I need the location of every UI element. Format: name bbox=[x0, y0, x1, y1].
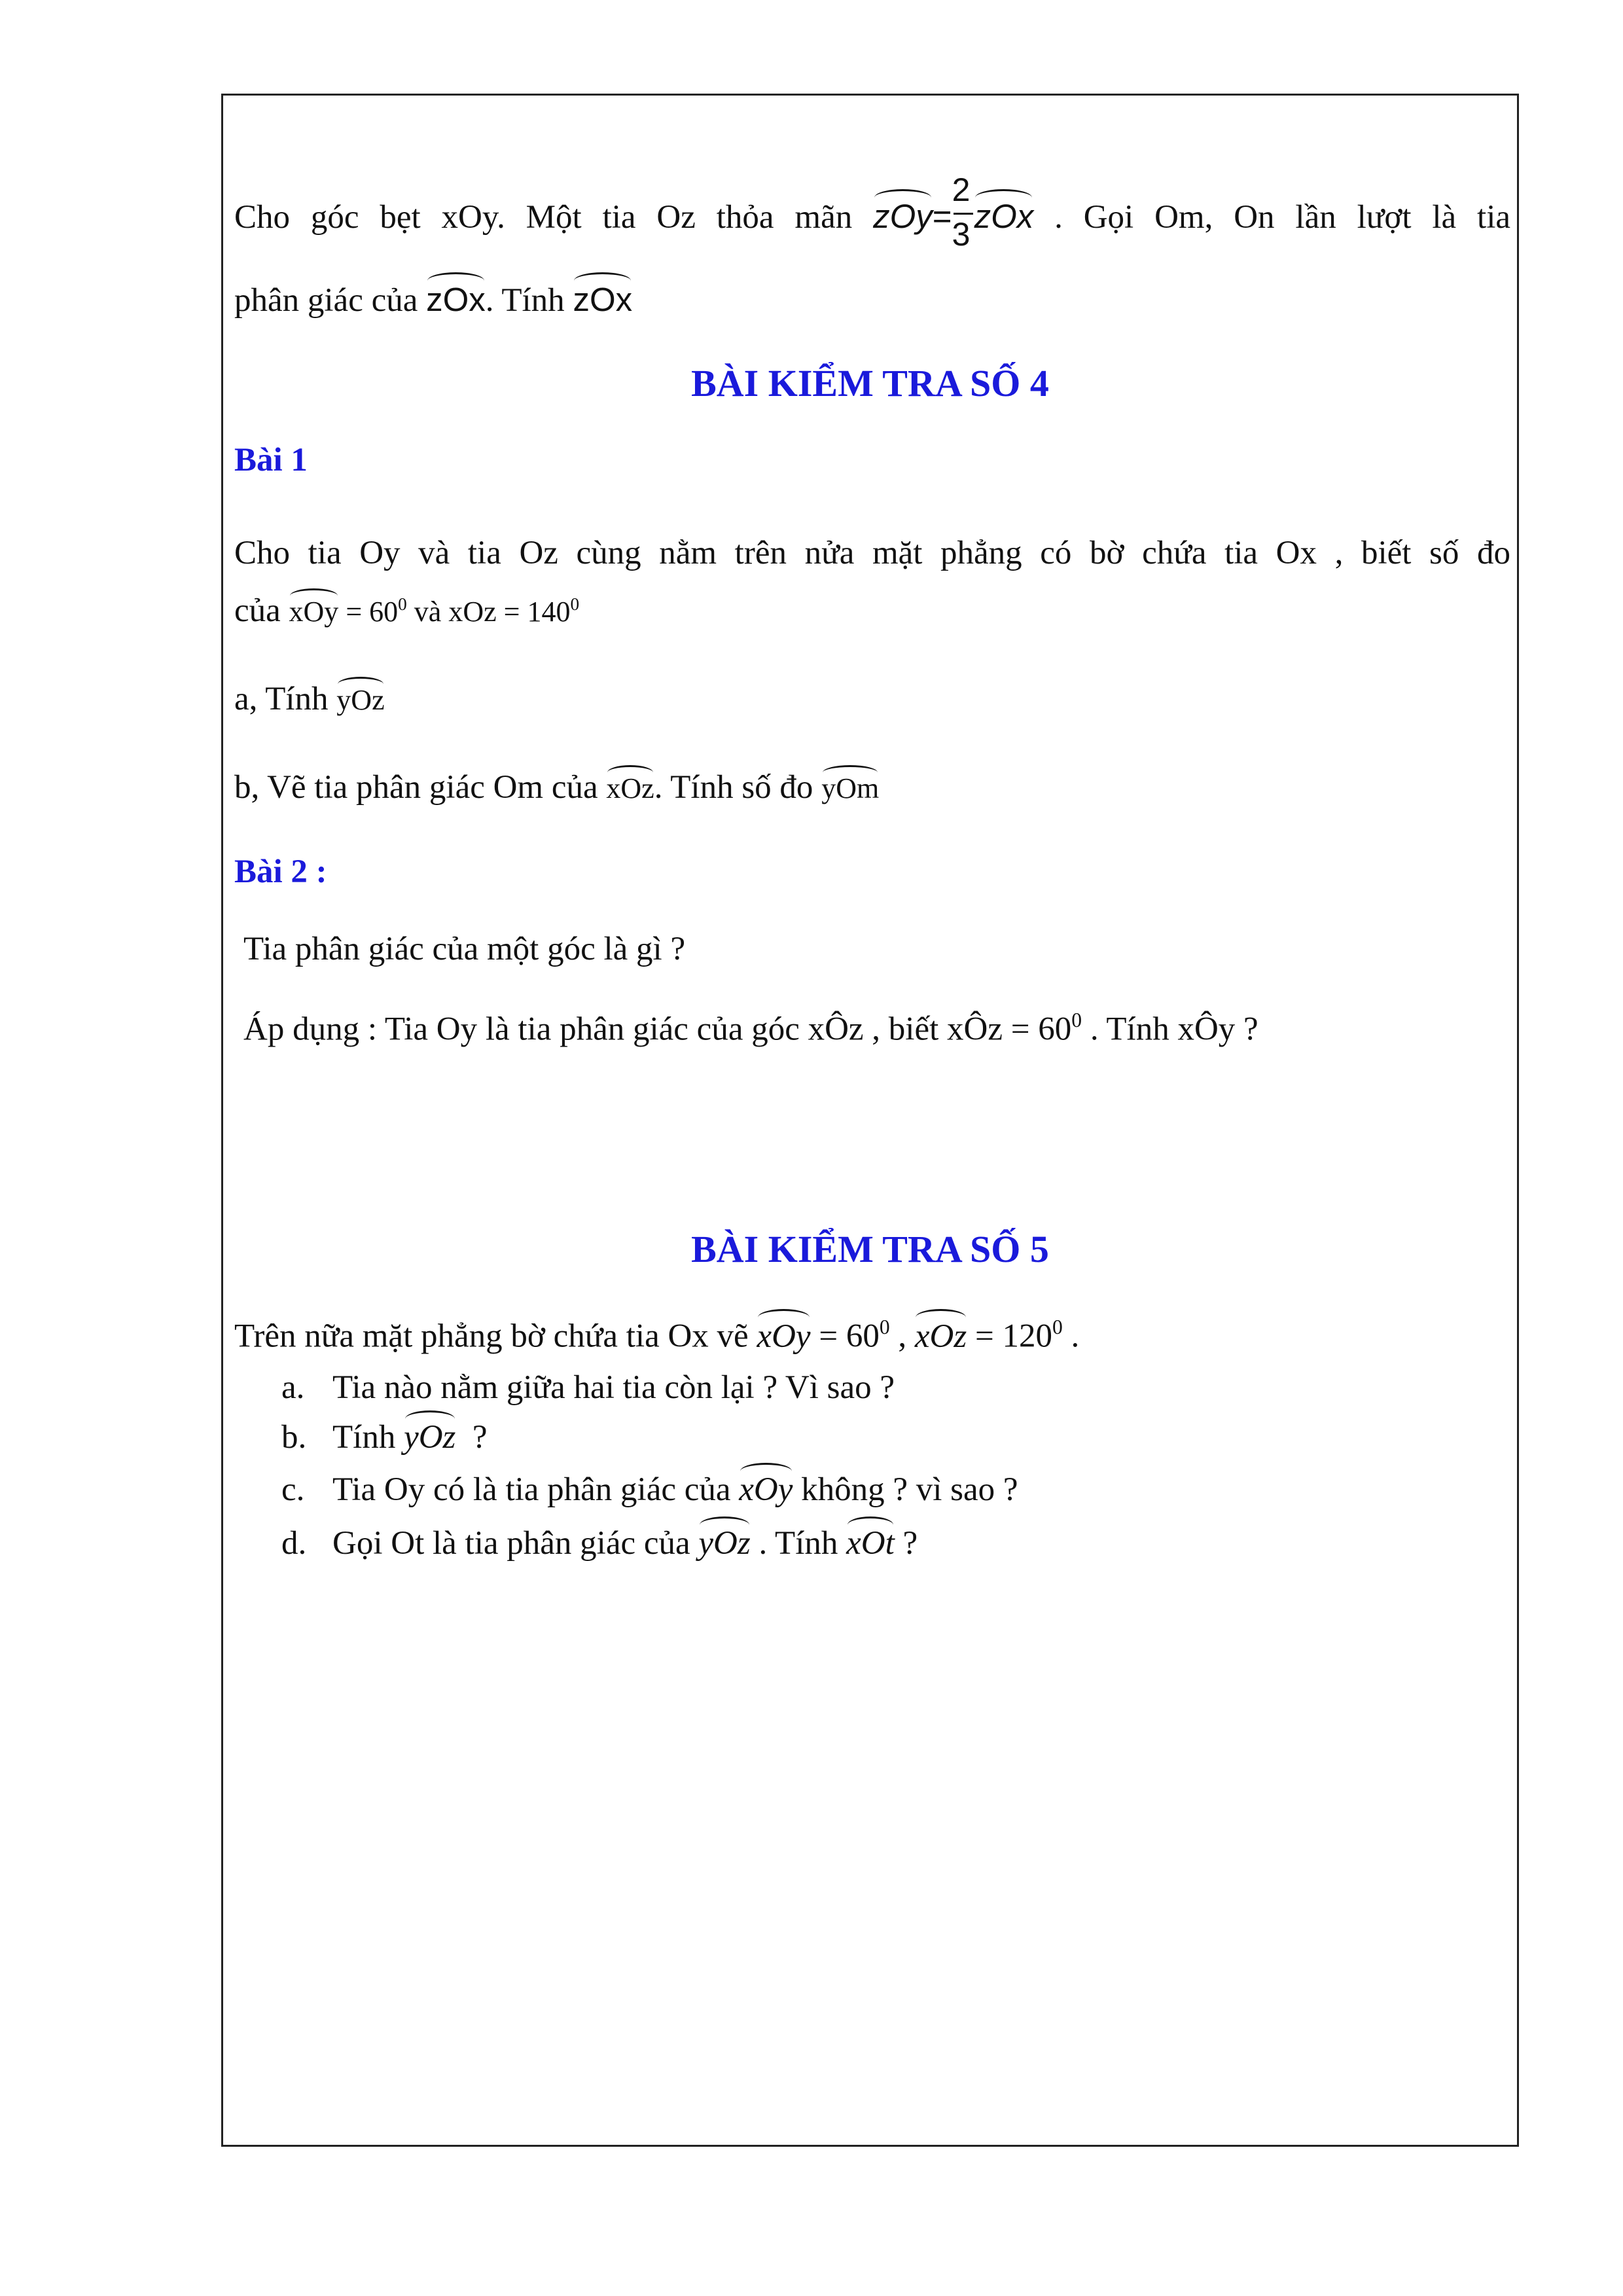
list-item-text-a: Tia Oy có là tia phân giác của bbox=[332, 1471, 731, 1508]
angle-xOy: xOy bbox=[739, 1471, 793, 1508]
list-item-label: c. bbox=[281, 1471, 305, 1508]
degree-sign: 0 bbox=[1052, 1316, 1063, 1338]
period: . bbox=[1062, 1318, 1080, 1355]
question-b-text: b, Vẽ tia phân giác Om của bbox=[234, 769, 598, 806]
angle-yOz: yOz bbox=[698, 1525, 751, 1562]
angle-zOy: zOy bbox=[873, 198, 933, 235]
bai-1-title: Bài 1 bbox=[234, 442, 308, 478]
fraction-2-3 bbox=[952, 171, 974, 253]
list-item-text-a: Gọi Ot là tia phân giác của bbox=[332, 1525, 690, 1562]
list-item-text bbox=[332, 1421, 488, 1454]
intro-line-2 bbox=[234, 283, 632, 317]
degree-sign: 0 bbox=[398, 594, 407, 615]
list-item-text bbox=[332, 1473, 1018, 1507]
fraction-numerator: 2 bbox=[952, 171, 971, 208]
separator: , bbox=[889, 1318, 907, 1355]
list-item-text-a: Tính bbox=[332, 1419, 396, 1456]
question-a-text: a, Tính bbox=[234, 681, 329, 717]
angle-zOx: zOx bbox=[573, 281, 633, 318]
bai-2-text-2: . Tính xÔy ? bbox=[1082, 1011, 1258, 1048]
angle-xOz: xOz bbox=[606, 772, 654, 804]
bai-2-line-1: Tia phân giác của một góc là gì ? bbox=[243, 931, 686, 967]
bai-1-question-a bbox=[234, 683, 385, 716]
test-5-intro bbox=[234, 1317, 1079, 1354]
test-5-intro-text: Trên nữa mặt phẳng bờ chứa tia Ox vẽ bbox=[234, 1318, 749, 1355]
list-item-text-b: . Tính bbox=[758, 1525, 838, 1562]
list-item-label: b. bbox=[281, 1419, 307, 1456]
heading-test-4: BÀI KIỂM TRA SỐ 4 bbox=[691, 362, 1049, 404]
intro-text-3: phân giác của bbox=[234, 282, 418, 319]
angle-xOy: xOy bbox=[757, 1318, 811, 1355]
bai-1-formula bbox=[289, 596, 580, 628]
angle-zOx: zOx bbox=[974, 198, 1034, 235]
bai-1-line-1: Cho tia Oy và tia Oz cùng nằm trên nửa mặt phẳng có bờ chứa tia Ox , biết số đo bbox=[234, 535, 1510, 571]
list-item-text-b: ? bbox=[472, 1419, 488, 1456]
intro-text-2: . Gọi Om, On lần lượt là tia bbox=[1054, 199, 1511, 236]
intro-line-1 bbox=[234, 171, 1511, 253]
degree-sign: 0 bbox=[570, 594, 580, 615]
list-item-text-c: ? bbox=[902, 1525, 918, 1562]
intro-text: Cho góc bẹt xOy. Một tia Oz thỏa mãn bbox=[234, 199, 853, 236]
intro-formula bbox=[873, 171, 1034, 253]
list-item-text-b: không ? vì sao ? bbox=[801, 1471, 1018, 1508]
bai-2-text: Áp dụng : Tia Oy là tia phân giác của góc xÔz , biết xÔz = 60 bbox=[243, 1011, 1072, 1048]
list-item-text bbox=[332, 1527, 918, 1560]
angle-yOz: yOz bbox=[404, 1419, 456, 1456]
bai-2-title: Bài 2 : bbox=[234, 853, 327, 890]
label-xOz: xOz bbox=[448, 596, 497, 628]
list-item-label: a. bbox=[281, 1369, 305, 1406]
fraction-denominator: 3 bbox=[952, 215, 971, 253]
bai-1-question-b bbox=[234, 771, 879, 804]
heading-test-5: BÀI KIỂM TRA SỐ 5 bbox=[691, 1228, 1049, 1270]
angle-xOz: xOz bbox=[914, 1318, 967, 1355]
angle-yOz: yOz bbox=[336, 684, 385, 716]
intro-text-4: . Tính bbox=[485, 282, 565, 319]
bai-1-line-2 bbox=[234, 594, 579, 628]
degree-sign: 0 bbox=[1071, 1009, 1082, 1031]
angle-xOt: xOt bbox=[846, 1525, 895, 1562]
degree-sign: 0 bbox=[879, 1316, 890, 1338]
bai-1-text: của bbox=[234, 592, 281, 629]
value-140: = 140 bbox=[496, 596, 571, 628]
list-item-text: Tia nào nằm giữa hai tia còn lại ? Vì sao ? bbox=[332, 1369, 895, 1406]
bai-2-line-2 bbox=[243, 1010, 1258, 1047]
value-60: = 60 bbox=[338, 596, 399, 628]
question-b-text-2: . Tính số đo bbox=[654, 769, 813, 806]
equals-sign: = bbox=[932, 198, 952, 235]
angle-xOy: xOy bbox=[289, 596, 339, 628]
angle-yOm: yOm bbox=[821, 772, 880, 804]
conjunction: và bbox=[406, 596, 449, 628]
angle-zOx: zOx bbox=[426, 281, 486, 318]
value-120: = 120 bbox=[967, 1318, 1052, 1355]
list-item-label: d. bbox=[281, 1525, 307, 1562]
fraction-bar bbox=[954, 213, 973, 215]
value-60: = 60 bbox=[810, 1318, 880, 1355]
